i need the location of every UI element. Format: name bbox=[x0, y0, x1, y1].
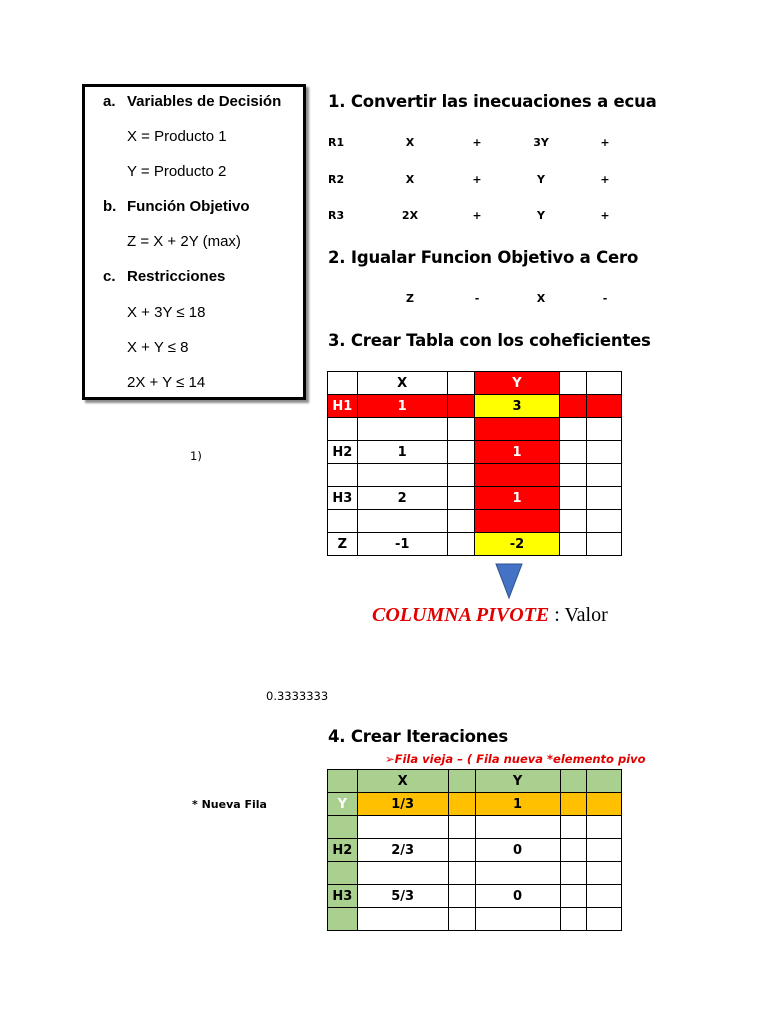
table-row bbox=[328, 418, 622, 441]
table-header-row bbox=[328, 770, 622, 793]
row-label: H3 bbox=[328, 885, 358, 908]
cell-y: 1 bbox=[474, 487, 560, 510]
objective-function: Z = X + 2Y (max) bbox=[127, 233, 241, 250]
r1-op-1: + bbox=[472, 136, 482, 149]
pivot-column-label: COLUMNA PIVOTE : Valor bbox=[372, 604, 608, 626]
r3-label: R3 bbox=[328, 209, 345, 222]
step-number-label: 1) bbox=[190, 449, 202, 463]
down-arrow-icon bbox=[495, 563, 523, 599]
objective-op-2: - bbox=[602, 292, 608, 305]
header-x: X bbox=[357, 372, 447, 395]
row-label: Z bbox=[328, 533, 358, 556]
cell-x: 2/3 bbox=[357, 839, 448, 862]
objective-z: Z bbox=[406, 292, 414, 305]
r2-op-2: + bbox=[600, 173, 610, 186]
iteration-formula: ➢Fila vieja – ( Fila nueva *elemento pivo bbox=[385, 752, 646, 766]
table-row bbox=[328, 908, 622, 931]
table-header-row bbox=[328, 372, 622, 395]
objective-x: X bbox=[536, 292, 546, 305]
cell-x: 1 bbox=[357, 395, 447, 418]
header-x: X bbox=[357, 770, 448, 793]
cell-y: 0 bbox=[475, 885, 560, 908]
header-y: Y bbox=[475, 770, 560, 793]
section-a-heading: a. Variables de Decisión bbox=[103, 93, 282, 110]
table-row-h1 bbox=[328, 395, 622, 418]
cell-x: 1/3 bbox=[357, 793, 448, 816]
table-row bbox=[328, 510, 622, 533]
step4-title: 4. Crear Iteraciones bbox=[328, 727, 508, 746]
decimal-value: 0.3333333 bbox=[266, 689, 329, 703]
r3-op-1: + bbox=[472, 209, 482, 222]
restriction-2: X + Y ≤ 8 bbox=[127, 339, 189, 356]
cell-x: 5/3 bbox=[357, 885, 448, 908]
r1-term-1: X bbox=[405, 136, 415, 149]
x-definition: X = Producto 1 bbox=[127, 128, 227, 145]
cell-x: -1 bbox=[357, 533, 447, 556]
header-y: Y bbox=[474, 372, 560, 395]
table-row-y bbox=[328, 793, 622, 816]
objective-op-1: - bbox=[474, 292, 480, 305]
iteration-table bbox=[327, 769, 622, 931]
table-row-h2 bbox=[328, 441, 622, 464]
r2-op-1: + bbox=[472, 173, 482, 186]
r3-op-2: + bbox=[600, 209, 610, 222]
cell-x: 1 bbox=[357, 441, 447, 464]
section-b-heading: b. Función Objetivo bbox=[103, 198, 250, 215]
section-c-heading: c. Restricciones bbox=[103, 268, 226, 285]
row-label: H1 bbox=[328, 395, 358, 418]
pivot-element: 3 bbox=[474, 395, 560, 418]
row-label: H2 bbox=[328, 839, 358, 862]
r2-term-1: X bbox=[405, 173, 415, 186]
cell-x: 2 bbox=[357, 487, 447, 510]
r2-label: R2 bbox=[328, 173, 345, 186]
row-label: H2 bbox=[328, 441, 358, 464]
cell-y: 1 bbox=[475, 793, 560, 816]
cell-y: 0 bbox=[475, 839, 560, 862]
cell-y: 1 bbox=[474, 441, 560, 464]
r3-term-2: Y bbox=[537, 209, 545, 222]
r3-term-1: 2X bbox=[401, 209, 419, 222]
new-row-label: * Nueva Fila bbox=[192, 798, 267, 811]
row-label: H3 bbox=[328, 487, 358, 510]
table-row-h3 bbox=[328, 487, 622, 510]
table-row bbox=[328, 862, 622, 885]
table-row-h2 bbox=[328, 839, 622, 862]
step3-title: 3. Crear Tabla con los coheficientes bbox=[328, 331, 651, 350]
r1-label: R1 bbox=[328, 136, 345, 149]
r1-op-2: + bbox=[600, 136, 610, 149]
row-label: Y bbox=[328, 793, 358, 816]
restriction-1: X + 3Y ≤ 18 bbox=[127, 304, 206, 321]
r1-term-2: 3Y bbox=[533, 136, 549, 149]
coefficient-table bbox=[327, 371, 622, 556]
table-row bbox=[328, 464, 622, 487]
table-row-z bbox=[328, 533, 622, 556]
restriction-3: 2X + Y ≤ 14 bbox=[127, 374, 206, 391]
table-row bbox=[328, 816, 622, 839]
step1-title: 1. Convertir las inecuaciones a ecua bbox=[328, 92, 657, 111]
most-negative-value: -2 bbox=[474, 533, 560, 556]
y-definition: Y = Producto 2 bbox=[127, 163, 227, 180]
r2-term-2: Y bbox=[537, 173, 545, 186]
step2-title: 2. Igualar Funcion Objetivo a Cero bbox=[328, 248, 639, 267]
table-row-h3 bbox=[328, 885, 622, 908]
